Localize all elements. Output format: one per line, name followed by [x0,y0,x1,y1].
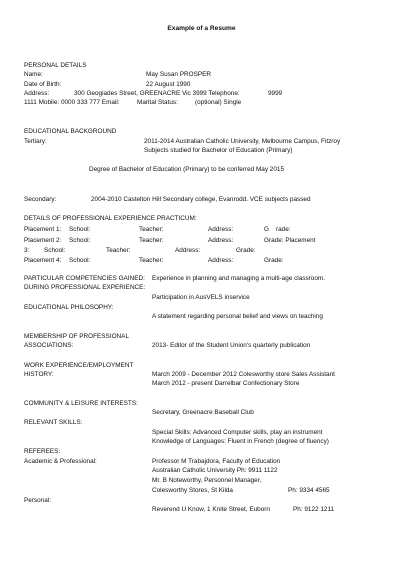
work-value-2: March 2012 - present Darrelbar Confectionary Store [152,380,300,387]
competencies-value-1: Experience in planning and managing a multi-age classroom. [152,275,326,282]
placement-1-label: Placement 1: [24,226,62,233]
personal-heading: PERSONAL DETAILS [24,62,87,69]
tertiary-line-1: 2011-2014 Australian Catholic University, Melbourne Campus, Fitzroy [144,138,341,145]
marital-value: (optional) Single [195,99,242,106]
mobile-email-line: 1111 Mobile: 0000 333 777 Email: [24,99,120,106]
referee-line-4-phone: Ph: 9334 4565 [288,487,330,494]
referee-line-5-phone: Ph: 9122 1211 [293,506,335,513]
competencies-label-2: DURING PROFESSIONAL EXPERIENCE: [24,284,146,291]
community-value: Secretary, Greenacre Baseball Club [152,409,254,416]
placement-4-school: School: [69,257,91,264]
placement-3-school: School: [44,247,66,254]
dob-value: 22 August 1990 [146,81,191,88]
philosophy-label: EDUCATIONAL PHILOSOPHY: [24,304,114,311]
placement-4-teacher: Teacher: [139,257,164,264]
membership-label-2: ASSOCIATIONS: [24,342,74,349]
placement-4-address: Address: [208,257,234,264]
placement-3-label: 3: [24,247,30,254]
tertiary-line-2: Subjects studied for Bachelor of Education (Primary) [144,147,293,154]
name-label: Name: [24,71,43,78]
work-label-2: HISTORY: [24,371,54,378]
placement-2-school: School: [69,237,91,244]
placement-1-grade-initial: G [264,226,269,233]
referees-heading: REFEREES: [24,448,61,455]
placement-3-teacher: Teacher: [106,247,131,254]
tertiary-label: Tertiary: [24,138,47,145]
referees-personal-label: Personal: [24,497,51,504]
competencies-value-2: Participation in AusVELS inservice [152,294,250,301]
referees-academic-label: Academic & Professional: [24,458,97,465]
placement-1-grade-rest: rade: [276,226,291,233]
referee-line-4: Colesworthy Stores, St Kilda [152,487,233,494]
education-heading: EDUCATIONAL BACKGROUND [24,128,117,135]
degree-line: Degree of Bachelor of Education (Primary) to be conferred May 2015 [89,166,285,173]
skills-label: RELEVANT SKILLS: [24,419,83,426]
practicum-heading: DETAILS OF PROFESSIONAL EXPERIENCE PRACTICUM: [24,215,197,222]
marital-label: Marital Status: [137,99,178,106]
referee-line-2: Australian Catholic University Ph: 9911 1122 [152,467,278,474]
skills-value-1: Special Skills: Advanced Computer skills, play an instrument [152,429,323,436]
placement-3-address: Address: [175,247,201,254]
secondary-label: Secondary: [24,196,57,203]
address-label: Address: [24,90,50,97]
referee-line-1: Professor M Trabajdora, Faculty of Education [152,458,281,465]
placement-2-label: Placement 2: [24,237,62,244]
placement-2-address: Address: [208,237,234,244]
competencies-label-1: PARTICULAR COMPETENCIES GAINED: [24,275,145,282]
work-label-1: WORK EXPERIENCE/EMPLOYMENT [24,362,134,369]
membership-value: 2013- Editor of the Student Union's quarterly publication [152,342,311,349]
placement-1-teacher: Teacher: [139,226,164,233]
placement-2-grade: Grade: Placement [264,237,316,244]
dob-label: Date of Birth: [24,81,62,88]
placement-2-teacher: Teacher: [139,237,164,244]
secondary-value: 2004-2010 Castelton Hill Secondary college, Evanrodd. VCE subjects passed [91,196,311,203]
membership-label-1: MEMBERSHIP OF PROFESSIONAL [24,333,129,340]
address-value: 300 Geogiades Street, GREENACRE Vic 3999 Telephone: [74,90,240,97]
philosophy-value: A statement regarding personal belief and views on teaching [152,313,323,320]
work-value-1: March 2009 - December 2012 Colesworthy store Sales Assistant [152,371,335,378]
placement-4-label: Placement 4: [24,257,62,264]
placement-1-address: Address: [208,226,234,233]
name-value: May Susan PROSPER [146,71,211,78]
placement-1-school: School: [69,226,91,233]
placement-4-grade: Grade: [264,257,284,264]
referee-line-3: Mr. B Noteworthy, Personnel Manager, [152,477,262,484]
telephone-value: 9999 [268,90,283,97]
skills-value-2: Knowledge of Languages: Fluent in French (degree of fluency) [152,438,329,445]
community-label: COMMUNITY & LEISURE INTERESTS: [24,400,138,407]
document-title: Example of a Resume [167,25,236,32]
referee-line-5: Reverend U Know, 1 Knite Street, Euborn [152,506,270,513]
placement-3-grade: Grade: [236,247,256,254]
